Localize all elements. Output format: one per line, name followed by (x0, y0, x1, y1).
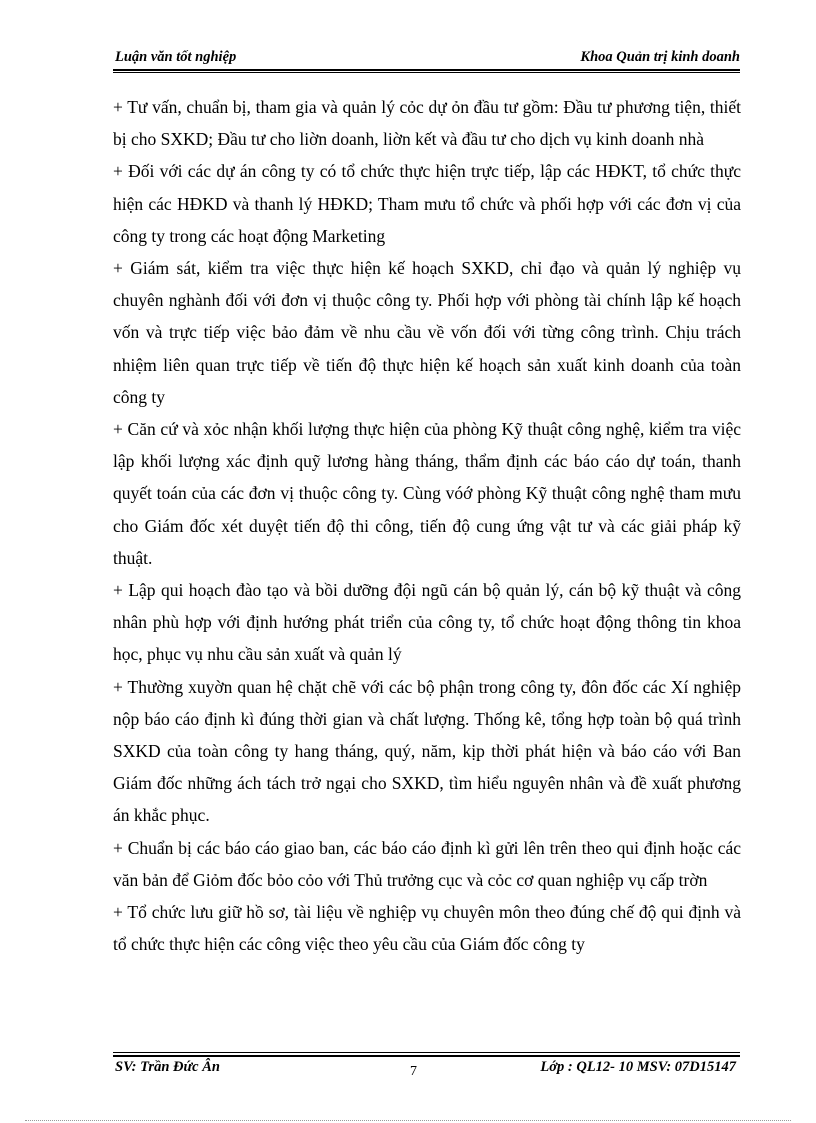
footer-divider (113, 1055, 740, 1057)
paragraph: + Lập qui hoạch đào tạo và bồi dưỡng đội ngũ cán bộ quản lý, cán bộ kỹ thuật và công nhân phù hợp với định hướng phát triển của công ty, tổ chức hoạt động thông tin khoa học, phục vụ nhu cầu sản xuất và quản lý (113, 580, 741, 665)
paragraph: + Chuẩn bị các báo cáo giao ban, các báo cáo định kì gửi lên trên theo qui định hoặc các văn bản để Giỏm đốc bỏo cỏo với Thủ trưởng cục và cỏc cơ quan nghiệp vụ cấp trờn (113, 837, 741, 890)
paragraph: + Tổ chức lưu giữ hồ sơ, tài liệu về nghiệp vụ chuyên môn theo đúng chế độ qui định và tổ chức thực hiện các công việc theo yêu cầu của Giám đốc công ty (113, 902, 741, 955)
paragraph: + Đối với các dự án công ty có tổ chức thực hiện trực tiếp, lập các HĐKT, tổ chức thực hiện các HĐKD và thanh lý HĐKD; Tham mưu tổ chức và phối hợp với các đơn vị của công ty trong các hoạt động Marketing (113, 161, 741, 246)
body-text (113, 91, 741, 960)
paragraph: + Tư vấn, chuẩn bị, tham gia và quản lý cỏc dự ỏn đầu tư gồm: Đầu tư phương tiện, thiết bị cho SXKD; Đầu tư cho liờn doanh, liờn kết và đầu tư cho dịch vụ kinh doanh nhà (113, 97, 741, 150)
header-divider-thin (113, 72, 740, 73)
header-faculty: Khoa Quản trị kinh doanh (580, 49, 740, 65)
page-edge-divider (25, 1120, 791, 1121)
page-header (113, 49, 740, 69)
header-divider (113, 69, 740, 71)
page-footer (113, 1059, 740, 1083)
paragraph: + Căn cứ và xỏc nhận khối lượng thực hiện của phòng Kỹ thuật công nghệ, kiểm tra việc lập khối lượng xác định quỹ lương hàng tháng, thẩm định các báo cáo dự toán, thanh quyết toán của các đơn vị thuộc công ty. Cùng vóớ phòng Kỹ thuật công nghệ tham mưu cho Giám đốc xét duyệt tiến độ thi công, tiến độ cung ứng vật tư và các giải pháp kỹ thuật. (113, 419, 741, 568)
footer-student-name: SV: Trần Đức Ân (115, 1059, 220, 1075)
header-thesis-title: Luận văn tốt nghiệp (115, 49, 237, 65)
footer-class-info: Lớp : QL12- 10 MSV: 07D15147 (540, 1059, 736, 1075)
paragraph: + Giám sát, kiểm tra việc thực hiện kế hoạch SXKD, chỉ đạo và quản lý nghiệp vụ chuyên nghành đối với đơn vị thuộc công ty. Phối hợp với phòng tài chính lập kế hoạch vốn và trực tiếp việc bảo đảm về nhu cầu về vốn đối với từng công trình. Chịu trách nhiệm liên quan trực tiếp về tiến độ thực hiện kế hoạch sản xuất kinh doanh của toàn công ty (113, 258, 741, 407)
footer-divider-thin (113, 1052, 740, 1053)
page-number: 7 (410, 1064, 417, 1079)
paragraph: + Thường xuyờn quan hệ chặt chẽ với các bộ phận trong công ty, đôn đốc các Xí nghiệp nộp báo cáo định kì đúng thời gian và chất lượng. Thống kê, tổng hợp toàn bộ quá trình SXKD của toàn công ty hang tháng, quý, năm, kịp thời phát hiện và báo cáo với Ban Giám đốc những ách tách trở ngại cho SXKD, tìm hiểu nguyên nhân và đề xuất phương án khắc phục. (113, 676, 741, 826)
